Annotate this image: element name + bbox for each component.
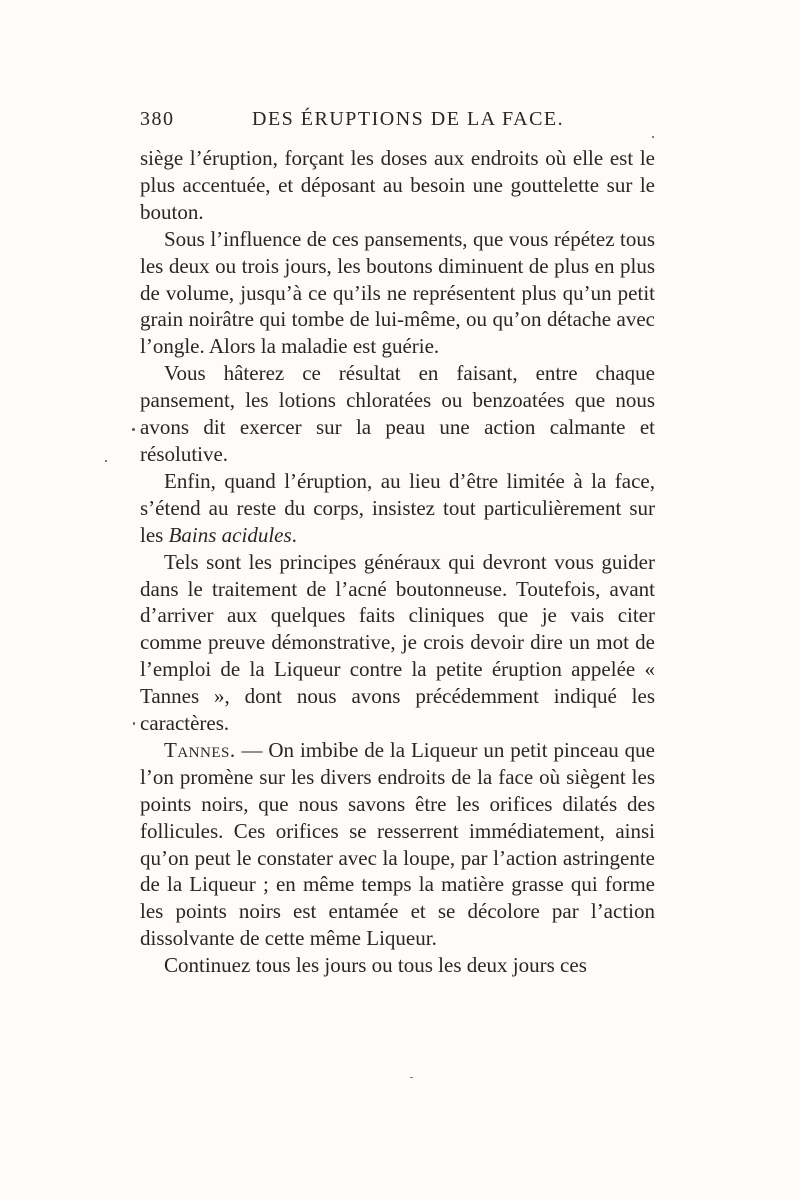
paragraph — [140, 737, 655, 952]
paragraph-text: . — [291, 522, 297, 547]
paragraph: Sous l’influence de ces pansements, que vous répétez tous les deux ou trois jours, les boutons diminuent de plus en plus de volume, jusqu’à ce qu’ils ne représentent plus qu’un petit grain noirâtre qui tombe de lui-même, ou qu’on détache avec l’ongle. Alors la maladie est guérie. — [140, 226, 655, 359]
print-speck — [652, 136, 654, 138]
running-head — [140, 108, 655, 136]
body-text — [140, 145, 655, 979]
page-number: 380 — [140, 108, 175, 130]
running-title: DES ÉRUPTIONS DE LA FACE. — [252, 108, 565, 130]
print-speck — [132, 428, 135, 431]
print-speck — [410, 1077, 413, 1078]
print-speck — [133, 722, 135, 725]
italic-term: Bains acidules — [168, 522, 292, 547]
paragraph-text: Enfin, quand l’éruption, au lieu d’être limitée à la face, s’étend au reste du corps, insistez tout particulièrement sur les — [140, 468, 655, 547]
print-speck — [105, 460, 107, 462]
paragraph: Tels sont les principes généraux qui devront vous guider dans le traitement de l’acné boutonneuse. Toutefois, avant d’arriver aux quelques faits cliniques que je vais citer comme preuve démonstrative, je crois devoir dire un mot de l’emploi de la Liqueur contre la petite éruption appelée « Tannes », dont nous avons précédemment indiqué les caractères. — [140, 549, 655, 736]
paragraph: Continuez tous les jours ou tous les deux jours ces — [164, 953, 587, 978]
paragraph — [140, 468, 655, 549]
paragraph: Vous hâterez ce résultat en faisant, entre chaque pansement, les lotions chloratées ou benzoatées que nous avons dit exercer sur la peau une action calmante et résolutive. — [140, 361, 655, 466]
paragraph-text: — On imbibe de la Liqueur un petit pinceau que l’on promène sur les divers endroits de la face où siègent les points noirs, que nous savons être les orifices dilatés des follicules. Ces orifices se resserrent immédiatement, ainsi qu’on peut le constater avec la loupe, par l’action astringente de la Liqueur ; en même temps la matière grasse qui forme les points noirs est entamée et se décolore par l’action dissolvante de cette même Liqueur. — [140, 737, 655, 951]
paragraph-continuation: siège l’éruption, forçant les doses aux endroits où elle est le plus accentuée, et déposant au besoin une gouttelette sur le bouton. — [140, 146, 655, 224]
section-lead: Tannes. — [164, 737, 236, 762]
